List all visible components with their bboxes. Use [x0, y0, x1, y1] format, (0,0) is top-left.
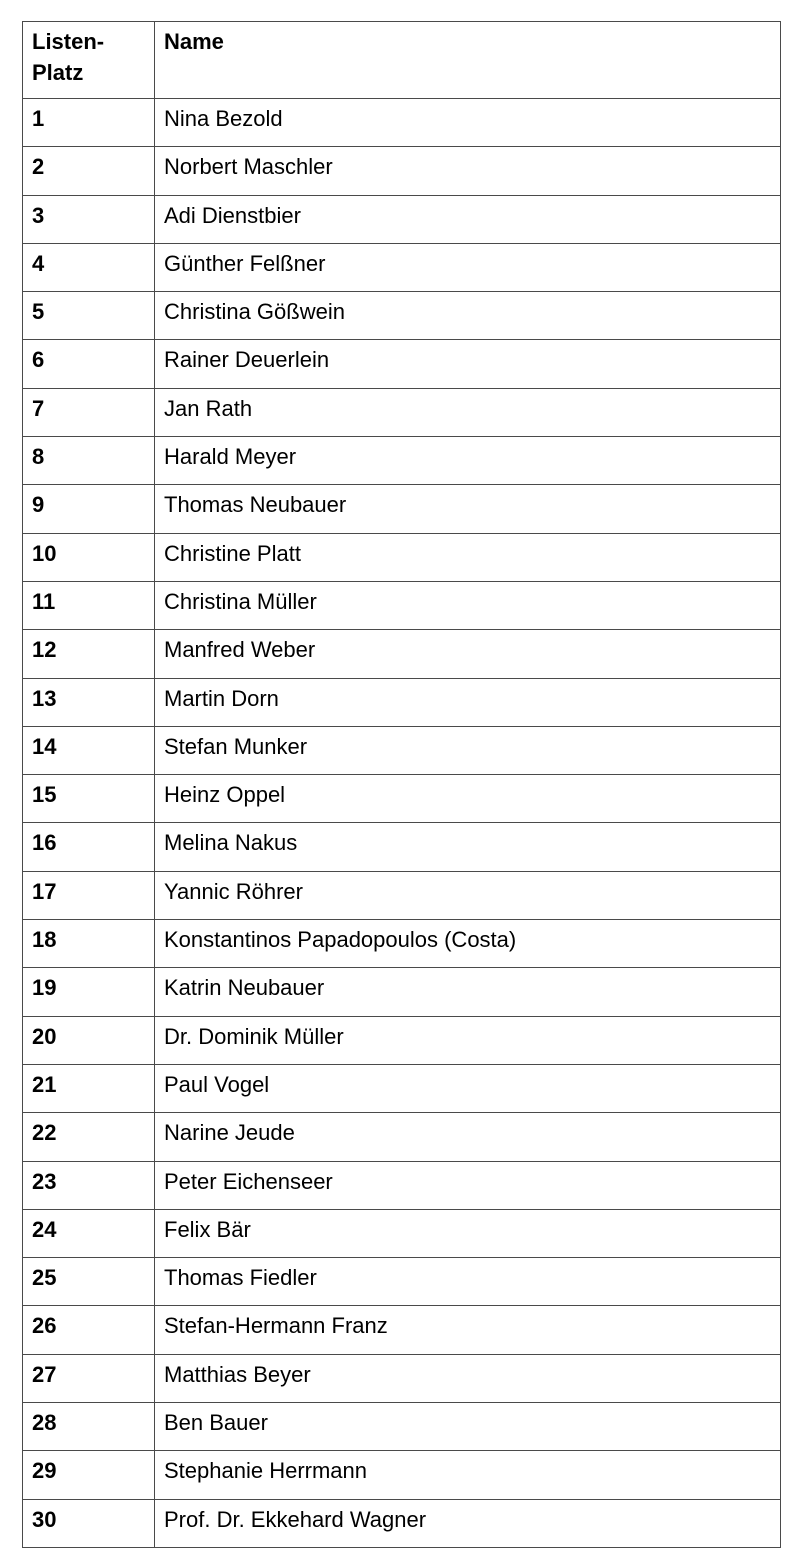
candidate-name: Thomas Fiedler	[155, 1258, 781, 1306]
candidate-name: Matthias Beyer	[155, 1354, 781, 1402]
list-rank: 26	[23, 1306, 155, 1354]
candidate-name: Ben Bauer	[155, 1403, 781, 1451]
candidate-name: Stefan Munker	[155, 726, 781, 774]
candidate-name: Christine Platt	[155, 533, 781, 581]
candidate-name: Günther Felßner	[155, 243, 781, 291]
candidate-name: Narine Jeude	[155, 1113, 781, 1161]
list-rank: 19	[23, 968, 155, 1016]
list-rank: 14	[23, 726, 155, 774]
candidate-name: Heinz Oppel	[155, 775, 781, 823]
table-row	[23, 871, 781, 919]
list-rank: 20	[23, 1016, 155, 1064]
candidate-name: Martin Dorn	[155, 678, 781, 726]
list-rank: 7	[23, 388, 155, 436]
list-rank: 4	[23, 243, 155, 291]
table-row	[23, 1403, 781, 1451]
table-row	[23, 1161, 781, 1209]
candidate-list-table	[22, 21, 781, 1548]
table-row	[23, 581, 781, 629]
table-row	[23, 775, 781, 823]
table-body	[23, 99, 781, 1548]
candidate-name: Thomas Neubauer	[155, 485, 781, 533]
table-row	[23, 437, 781, 485]
list-rank: 22	[23, 1113, 155, 1161]
candidate-name: Felix Bär	[155, 1209, 781, 1257]
candidate-name: Melina Nakus	[155, 823, 781, 871]
list-rank: 30	[23, 1499, 155, 1547]
list-rank: 3	[23, 195, 155, 243]
list-rank: 21	[23, 1064, 155, 1112]
table-row	[23, 533, 781, 581]
list-rank: 17	[23, 871, 155, 919]
table-row	[23, 1064, 781, 1112]
table-row	[23, 340, 781, 388]
list-rank: 25	[23, 1258, 155, 1306]
list-rank: 24	[23, 1209, 155, 1257]
list-rank: 2	[23, 147, 155, 195]
table-row	[23, 388, 781, 436]
candidate-name: Christina Müller	[155, 581, 781, 629]
list-rank: 18	[23, 920, 155, 968]
list-rank: 9	[23, 485, 155, 533]
list-rank: 1	[23, 99, 155, 147]
table-row	[23, 1016, 781, 1064]
candidate-name: Peter Eichenseer	[155, 1161, 781, 1209]
table-row	[23, 1306, 781, 1354]
list-rank: 13	[23, 678, 155, 726]
list-rank: 16	[23, 823, 155, 871]
candidate-name: Paul Vogel	[155, 1064, 781, 1112]
list-rank: 29	[23, 1451, 155, 1499]
list-rank: 6	[23, 340, 155, 388]
table-row	[23, 243, 781, 291]
candidate-name: Harald Meyer	[155, 437, 781, 485]
candidate-name: Manfred Weber	[155, 630, 781, 678]
table-row	[23, 147, 781, 195]
list-rank: 8	[23, 437, 155, 485]
list-rank: 5	[23, 292, 155, 340]
table-row	[23, 920, 781, 968]
candidate-name: Christina Gößwein	[155, 292, 781, 340]
candidate-name: Konstantinos Papadopoulos (Costa)	[155, 920, 781, 968]
table-row	[23, 1258, 781, 1306]
list-rank: 12	[23, 630, 155, 678]
header-row	[23, 22, 781, 99]
candidate-name: Stephanie Herrmann	[155, 1451, 781, 1499]
list-rank: 27	[23, 1354, 155, 1402]
table-row	[23, 968, 781, 1016]
list-rank: 10	[23, 533, 155, 581]
candidate-name: Adi Dienstbier	[155, 195, 781, 243]
candidate-name: Yannic Röhrer	[155, 871, 781, 919]
table-row	[23, 1354, 781, 1402]
candidate-name: Dr. Dominik Müller	[155, 1016, 781, 1064]
header-rank: Listen- Platz	[23, 22, 155, 99]
table-row	[23, 726, 781, 774]
candidate-name: Stefan-Hermann Franz	[155, 1306, 781, 1354]
table-row	[23, 485, 781, 533]
candidate-name: Nina Bezold	[155, 99, 781, 147]
table-row	[23, 292, 781, 340]
header-name: Name	[155, 22, 781, 99]
list-rank: 23	[23, 1161, 155, 1209]
candidate-name: Katrin Neubauer	[155, 968, 781, 1016]
list-rank: 15	[23, 775, 155, 823]
table-row	[23, 195, 781, 243]
table-row	[23, 1499, 781, 1547]
table-row	[23, 1451, 781, 1499]
table-row	[23, 1113, 781, 1161]
table-row	[23, 678, 781, 726]
candidate-name: Prof. Dr. Ekkehard Wagner	[155, 1499, 781, 1547]
candidate-name: Jan Rath	[155, 388, 781, 436]
candidate-name: Rainer Deuerlein	[155, 340, 781, 388]
table-row	[23, 99, 781, 147]
table-row	[23, 630, 781, 678]
table-row	[23, 823, 781, 871]
list-rank: 11	[23, 581, 155, 629]
table-row	[23, 1209, 781, 1257]
candidate-name: Norbert Maschler	[155, 147, 781, 195]
list-rank: 28	[23, 1403, 155, 1451]
